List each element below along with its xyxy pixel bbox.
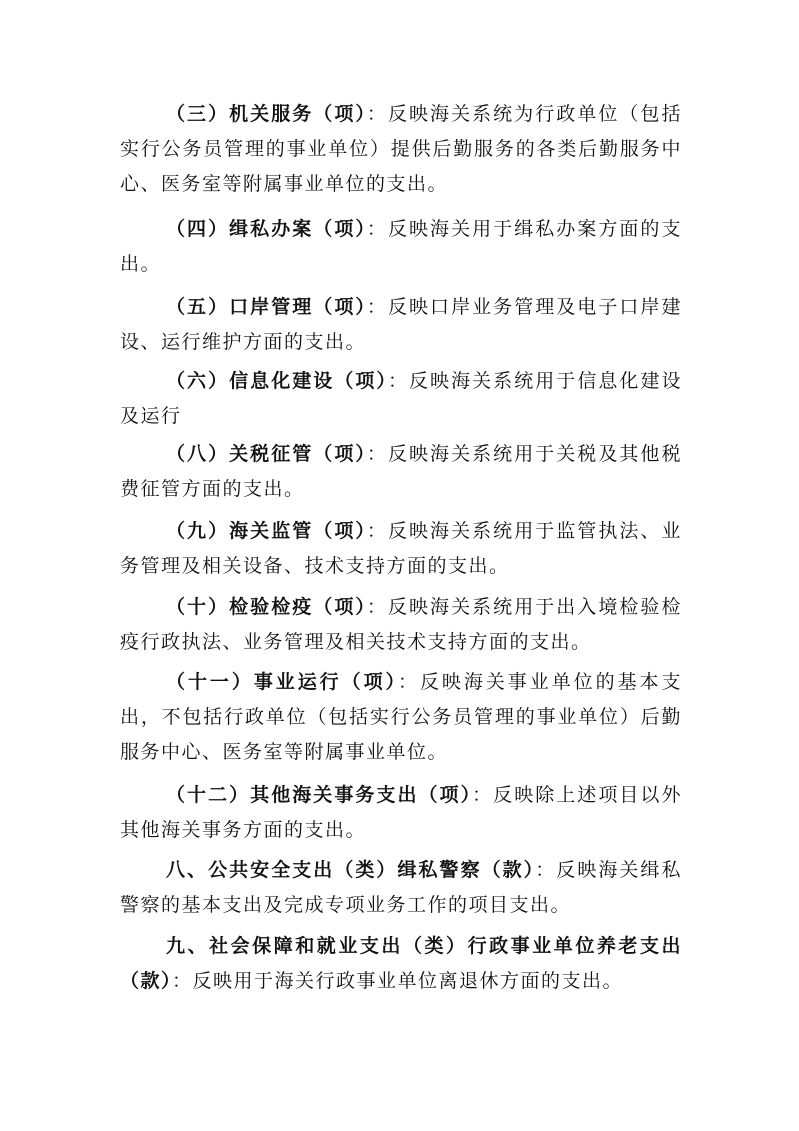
paragraph-heading: （八）关税征管（项） [166, 443, 367, 465]
paragraph-other-customs-affairs [120, 778, 682, 848]
paragraph-pension-expenditure [120, 929, 682, 999]
paragraph-text: ：反映海关系统用于关税及其他税费征管方面的支出。 [120, 443, 682, 500]
paragraph-informatization [120, 364, 682, 434]
paragraph-inspection-quarantine [120, 590, 682, 660]
paragraph-text: ：反映除上述项目以外其他海关事务方面的支出。 [120, 784, 682, 841]
paragraph-tariff-collection [120, 437, 682, 507]
paragraph-text: ：反映海关系统用于监管执法、业务管理及相关设备、技术支持方面的支出。 [120, 520, 682, 577]
paragraph-customs-supervision [120, 514, 682, 584]
paragraph-heading: 九、社会保障和就业支出（类）行政事业单位养老支出（款） [120, 935, 682, 992]
paragraph-heading: （六）信息化建设（项） [166, 370, 388, 392]
paragraph-anti-smuggling-police [120, 853, 682, 923]
paragraph-heading: （三）机关服务（项） [166, 103, 367, 125]
paragraph-heading: （十一）事业运行（项） [166, 671, 399, 693]
paragraph-text: ：反映海关系统用于出入境检验检疫行政执法、业务管理及相关技术支持方面的支出。 [120, 596, 682, 653]
paragraph-heading: （十）检验检疫（项） [166, 596, 367, 618]
paragraph-institution-operation [120, 665, 682, 770]
paragraph-text: ：反映海关系统为行政单位（包括实行公务员管理的事业单位）提供后勤服务的各类后勤服务中心、医务室等附属事业单位的支出。 [120, 103, 682, 195]
paragraph-heading: （四）缉私办案（项） [166, 218, 367, 240]
paragraph-port-management [120, 290, 682, 360]
paragraph-heading: （五）口岸管理（项） [166, 296, 367, 318]
paragraph-heading: 八、公共安全支出（类）缉私警察（款） [166, 859, 536, 881]
paragraph-institution-services [120, 97, 682, 202]
paragraph-heading: （九）海关监管（项） [166, 520, 367, 542]
paragraph-heading: （十二）其他海关事务支出（项） [166, 784, 473, 806]
paragraph-text: ：反映海关缉私警察的基本支出及完成专项业务工作的项目支出。 [120, 859, 682, 916]
paragraph-text: ：反映海关事业单位的基本支出，不包括行政单位（包括实行公务员管理的事业单位）后勤服务中心、医务室等附属事业单位。 [120, 671, 682, 763]
paragraph-anti-smuggling-cases [120, 212, 682, 282]
paragraph-text: ：反映用于海关行政事业单位离退休方面的支出。 [172, 970, 624, 992]
paragraph-text: ：反映海关系统用于信息化建设及运行 [120, 370, 682, 427]
paragraph-text: ：反映口岸业务管理及电子口岸建设、运行维护方面的支出。 [120, 296, 682, 353]
paragraph-text: ：反映海关用于缉私办案方面的支出。 [120, 218, 682, 275]
